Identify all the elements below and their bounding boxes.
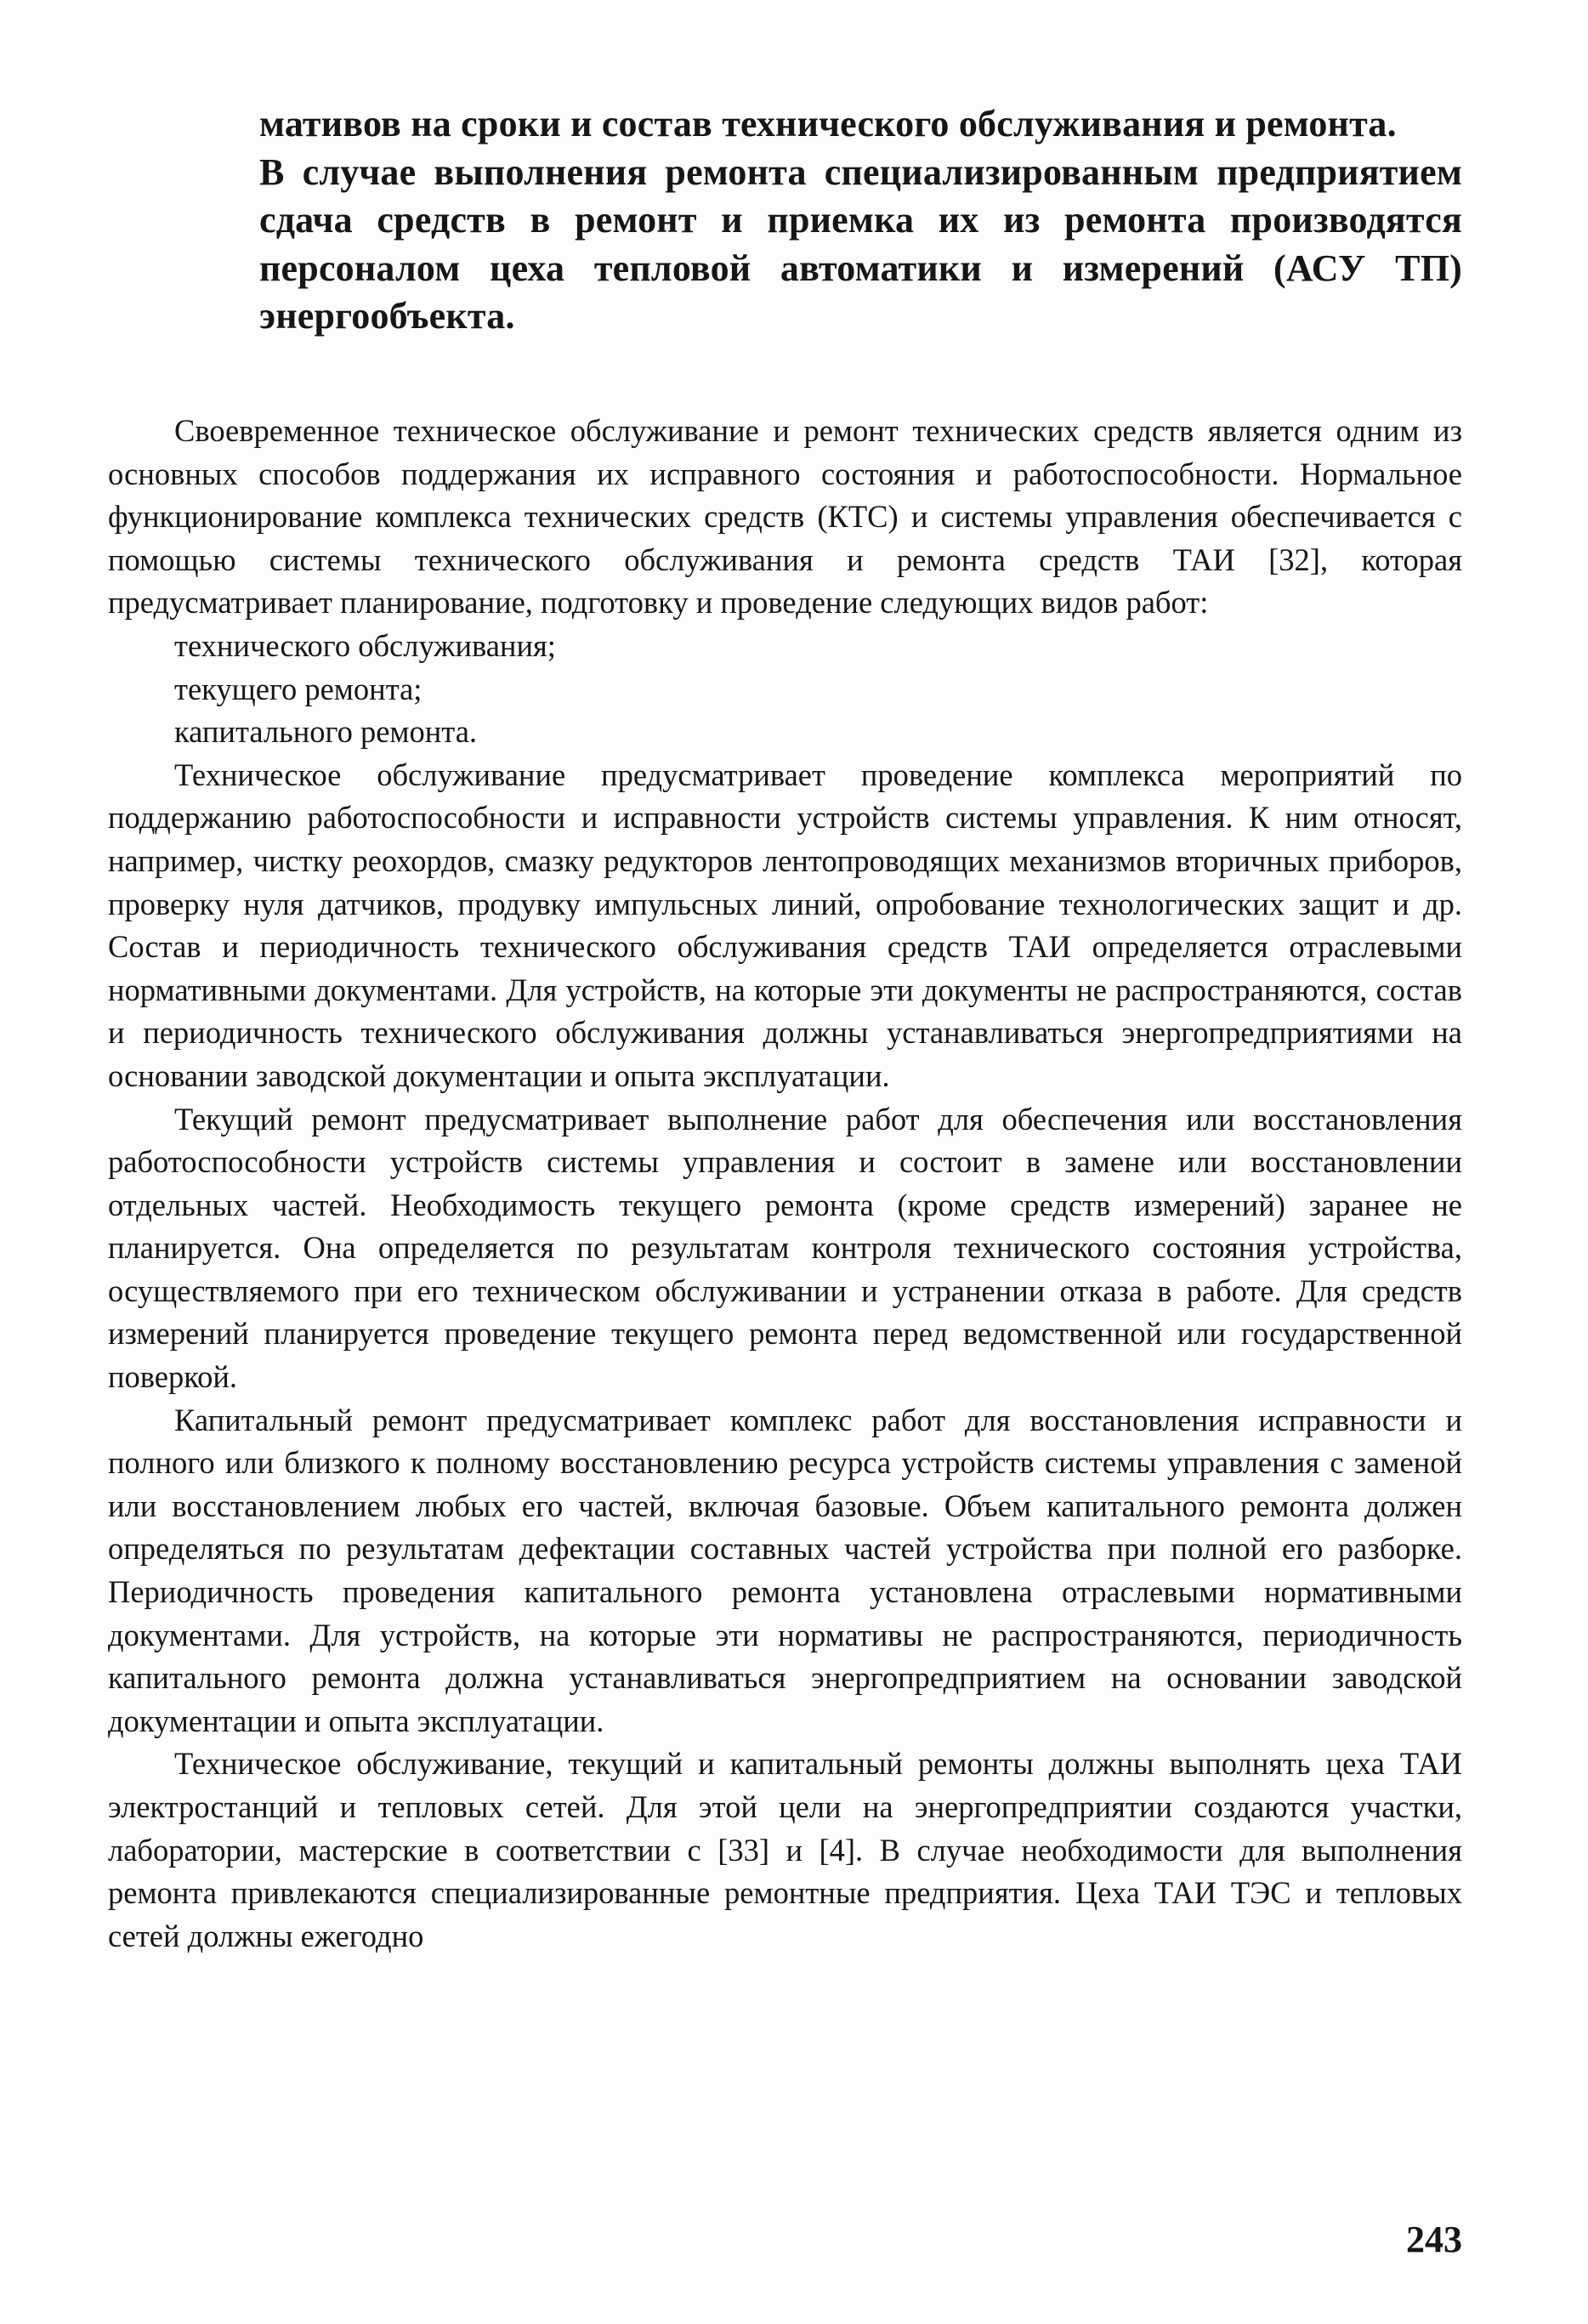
list-item-current-repair: текущего ремонта;	[174, 671, 423, 706]
paragraph-technical-maintenance: Техническое обслуживание предусматривает проведение комплекса мероприятий по поддержанию работоспособности и исправности устройств системы управления. К ним относят, например, чистку реохордов, смазку редукторов лентопроводящих механизмов вторичных приборов, проверку нуля датчиков, продувку импульсных линий, опробование технологических защит и др. Состав и периодичность технического обслуживания средств ТАИ определяется отраслевыми нормативными документами. Для устройств, на которые эти документы не распространяются, состав и периодичность технического обслуживания должны устанавливаться энергопредприятиями на основании заводской документации и опыта эксплуатации.	[108, 757, 1462, 1093]
paragraph-maintenance-system: Своевременное техническое обслуживание и ремонт технических средств является одним из основных способов поддержания их исправного состояния и работоспособности. Нормальное функционирование комплекса технических средств (КТС) и системы управления обеспечивается с помощью системы технического обслуживания и ремонта средств ТАИ [32], которая предусматривает планирование, подготовку и проведение следующих видов работ:	[108, 413, 1462, 621]
list-item-maintenance: технического обслуживания;	[174, 627, 556, 663]
list-item-capital-repair: капитального ремонта.	[174, 714, 478, 750]
paragraph-current-repair: Текущий ремонт предусматривает выполнение работ для обеспечения или восстановления работоспособности устройств системы управления и состоит в замене или восстановлении отдельных частей. Необходимость текущего ремонта (кроме средств измерений) заранее не планируется. Она определяется по результатам контроля технического состояния устройства, осуществляемого при его техническом обслуживании и устранении отказа в работе. Для средств измерений планируется проведение текущего ремонта перед ведомственной или государственной поверкой.	[108, 1101, 1462, 1395]
page-number: 243	[1406, 2219, 1462, 2260]
body-text	[108, 410, 1462, 1958]
bold-paragraph-repair-handover: В случае выполнения ремонта специализированным предприятием сдача средств в ремонт и приемка их из ремонта производятся персоналом цеха тепловой автоматики и измерений (АСУ ТП) энергообъекта.	[259, 150, 1462, 337]
paragraph-tai-workshops: Техническое обслуживание, текущий и капитальный ремонты должны выполнять цеха ТАИ электростанций и тепловых сетей. Для этой цели на энергопредприятии создаются участки, лаборатории, мастерские в соответствии с [33] и [4]. В случае необходимости для выполнения ремонта привлекаются специализированные ремонтные предприятия. Цеха ТАИ ТЭС и тепловых сетей должны ежегодно	[108, 1746, 1462, 1953]
bold-paragraph-continuation: мативов на сроки и состав технического обслуживания и ремонта.	[259, 103, 1397, 145]
paragraph-capital-repair: Капитальный ремонт предусматривает комплекс работ для восстановления исправности и полного или близкого к полному восстановлению ресурса устройств системы управления с заменой или восстановлением любых его частей, включая базовые. Объем капитального ремонта должен определяться по результатам дефектации составных частей устройства при полной его разборке. Периодичность проведения капитального ремонта установлена отраслевыми нормативными документами. Для устройств, на которые эти нормативы не распространяются, периодичность капитального ремонта должна устанавливаться энергопредприятием на основании заводской документации и опыта эксплуатации.	[108, 1402, 1462, 1738]
bold-intro-block	[259, 100, 1462, 341]
